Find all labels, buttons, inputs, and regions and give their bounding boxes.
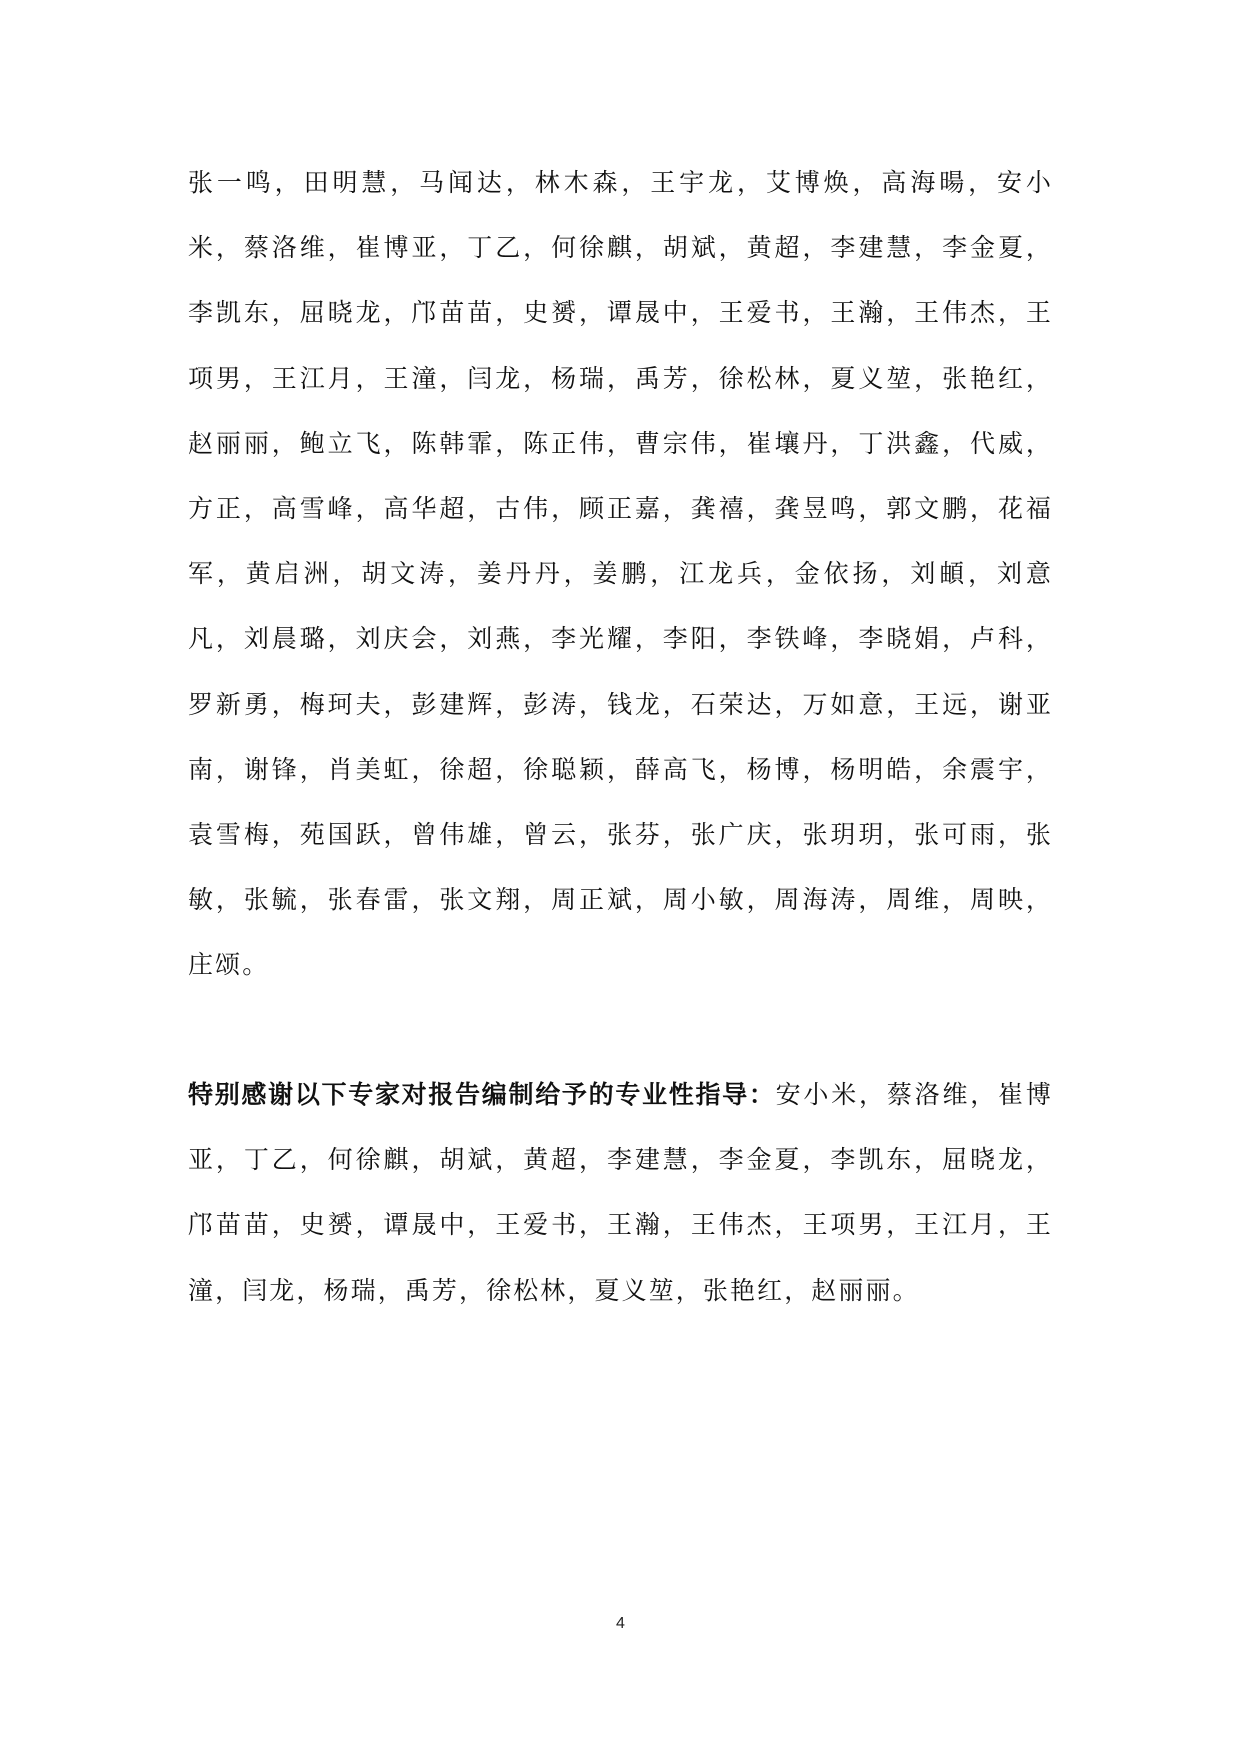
expert-names: 安小米，蔡洛维，崔博亚，丁乙，何徐麒，胡斌，黄超，李建慧，李金夏，李凯东，屈晓龙，邝苗苗，史赟，谭晟中，王爱书，王瀚，王伟杰，王项男，王江月，王潼，闫龙，杨瑞，禹芳，徐松林，夏义堃，张艳红，赵丽丽。 [188,1080,1053,1305]
page-number: 4 [616,1615,625,1632]
contributor-names-paragraph: 张一鸣，田明慧，马闻达，林木森，王宇龙，艾博焕，高海暘，安小米，蔡洛维，崔博亚，丁乙，何徐麒，胡斌，黄超，李建慧，李金夏，李凯东，屈晓龙，邝苗苗，史赟，谭晟中，王爱书，王瀚，王伟杰，王项男，王江月，王潼，闫龙，杨瑞，禹芳，徐松林，夏义堃，张艳红，赵丽丽，鲍立飞，陈韩霏，陈正伟，曹宗伟，崔壤丹，丁洪鑫，代威，方正，高雪峰，高华超，古伟，顾正嘉，龚禧，龚昱鸣，郭文鹏，花福军，黄启洲，胡文涛，姜丹丹，姜鹏，江龙兵，金依扬，刘頔，刘意凡，刘晨璐，刘庆会，刘燕，李光耀，李阳，李铁峰，李晓娟，卢科，罗新勇，梅珂夫，彭建辉，彭涛，钱龙，石荣达，万如意，王远，谢亚南，谢锋，肖美虹，徐超，徐聪颖，薛高飞，杨博，杨明皓，余震宇，袁雪梅，苑国跃，曾伟雄，曾云，张芬，张广庆，张玥玥，张可雨，张敏，张毓，张春雷，张文翔，周正斌，周小敏，周海涛，周维，周映，庄颂。 [188,168,1053,980]
expert-acknowledgement-lead: 特别感谢以下专家对报告编制给予的专业性指导： [188,1080,776,1109]
expert-acknowledgement-paragraph [188,1062,1053,1323]
